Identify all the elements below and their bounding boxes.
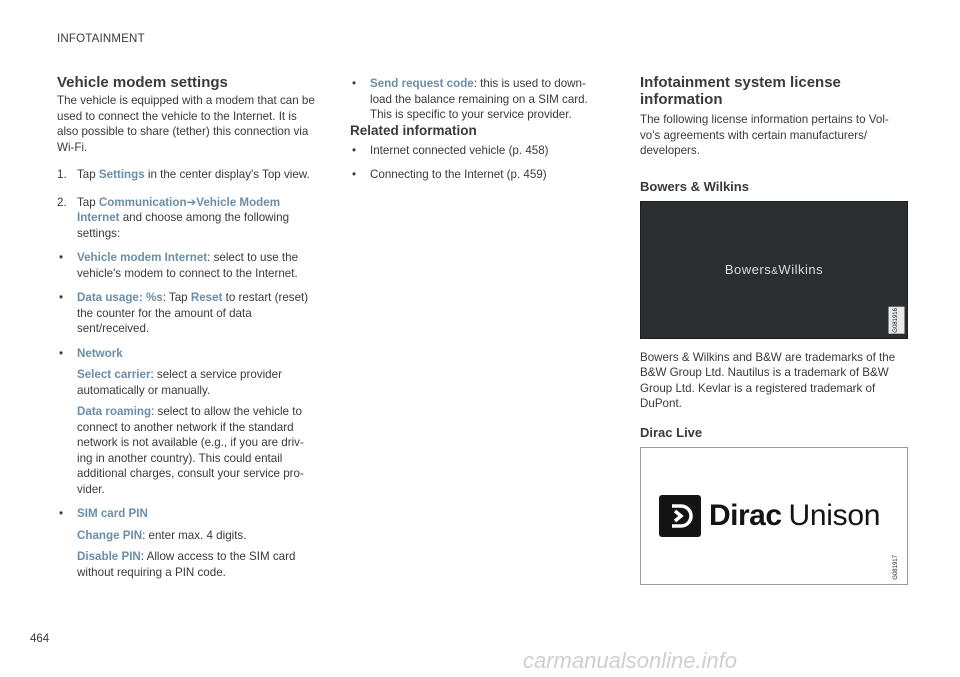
sub-option-description: : Allow access to the SIM card without requiring a PIN code. (77, 550, 296, 579)
option-description: to restart (reset) the counter for the amount of data sent/received. (77, 291, 309, 335)
step-1 (57, 167, 319, 183)
related-link-text[interactable]: Internet connected vehicle (p. 458) (370, 143, 549, 157)
sub-option-select-carrier (77, 367, 319, 398)
sub-option-description: : select to allow the vehicle to connect to another network if the standard network is not available (e.g., if you are driv-ing in another country). This could entail additional charges, consult your service pro-vider. (77, 405, 304, 496)
step-number: 2. (57, 195, 67, 209)
option-reset: Reset (190, 291, 223, 304)
sub-option-label: Data roaming (77, 405, 152, 418)
dirac-mark-glyph-icon (659, 495, 701, 537)
option-label: Network (77, 346, 123, 360)
bowers-wilkins-logo (641, 262, 907, 280)
license-intro: The following license information pertains to Vol-vo's agreements with certain manufacturers/ developers. (640, 113, 889, 157)
column-related (350, 70, 604, 183)
sub-option-description: : select a service provider automatically or manually. (77, 368, 282, 397)
option-label: Send request code (370, 77, 474, 90)
list-item-data-usage (57, 290, 319, 337)
option-label: Data usage: %s (77, 291, 163, 304)
option-description: : select to use the vehicle's modem to connect to the Internet. (77, 251, 299, 280)
heading-bowers-wilkins: Bowers & Wilkins (640, 178, 749, 194)
bullet-icon: • (352, 77, 357, 90)
related-link-connecting-internet[interactable] (350, 167, 604, 183)
step-text: in the center display's Top view. (144, 168, 310, 181)
section-title: INFOTAINMENT (57, 33, 145, 45)
logo-text: Bowers (724, 261, 772, 277)
intro-paragraph: The vehicle is equipped with a modem that can be used to connect the vehicle to the Internet. It is also possible to share (tether) this connection via Wi-Fi. (57, 94, 315, 154)
sub-option-data-roaming (77, 404, 319, 497)
step-text: Tap (77, 168, 99, 181)
heading-dirac-live: Dirac Live (640, 424, 703, 440)
column-vehicle-modem (57, 74, 319, 580)
option-label: SIM card PIN (77, 507, 148, 520)
dirac-mark-icon (659, 495, 701, 537)
dirac-word: Dirac (709, 498, 782, 532)
heading-vehicle-modem-settings: Vehicle modem settings (57, 74, 228, 91)
step-text: Tap (77, 195, 99, 209)
option-description: : this is used to down-load the balance remaining on a SIM card. This is specific to your service provider. (370, 77, 588, 121)
bullet-icon: • (59, 251, 64, 264)
unison-word: Unison (788, 498, 881, 532)
logo-ampersand: & (771, 265, 779, 277)
step-number: 1. (57, 168, 67, 181)
bowers-wilkins-trademark-text: Bowers & Wilkins and B&W are trademarks of the B&W Group Ltd. Nautilus is a trademark of B&W Group Ltd. Kevlar is a registered trademark of DuPont. (640, 350, 896, 410)
bullet-icon: • (59, 346, 64, 360)
sub-option-disable-pin (77, 549, 319, 580)
figure-code: G081917 (892, 554, 899, 580)
option-label: Vehicle modem Internet (77, 251, 208, 264)
step-text: and choose among the following settings: (77, 211, 290, 240)
menu-settings: Settings (98, 168, 145, 181)
dirac-unison-figure (640, 447, 908, 585)
sub-option-label: Disable PIN (77, 550, 141, 563)
bullet-icon: • (59, 291, 64, 304)
column-license (640, 74, 908, 585)
bullet-icon: • (59, 507, 64, 520)
menu-vehicle-modem-internet: Vehicle Modem Internet (77, 195, 281, 224)
list-item-send-request-code (350, 76, 604, 123)
bowers-wilkins-figure (640, 201, 908, 339)
sub-option-label: Change PIN (77, 528, 143, 542)
logo-text: Wilkins (778, 261, 824, 277)
bullet-icon: • (352, 168, 357, 181)
watermark: carmanualsonline.info (523, 648, 738, 673)
sub-option-label: Select carrier (77, 368, 151, 381)
heading-license-information: Infotainment system license information (640, 74, 841, 108)
related-link-text[interactable]: Connecting to the Internet (p. 459) (370, 168, 547, 181)
step-2 (57, 195, 319, 242)
page-number: 464 (30, 633, 50, 645)
list-item-vehicle-modem-internet (57, 250, 319, 281)
menu-communication: Communication (98, 195, 187, 209)
list-item-network (57, 346, 319, 498)
list-item-sim-card-pin (57, 506, 319, 580)
sub-option-change-pin (77, 528, 319, 544)
option-description: : Tap (162, 291, 191, 304)
heading-related-information: Related information (350, 122, 477, 138)
dirac-unison-logo (659, 495, 880, 537)
related-link-internet-connected[interactable] (350, 143, 604, 159)
bullet-icon: • (352, 143, 357, 157)
figure-code: G081916 (889, 307, 905, 334)
sub-option-description: : enter max. 4 digits. (142, 528, 247, 542)
arrow-right-icon: ➔ (186, 195, 197, 209)
